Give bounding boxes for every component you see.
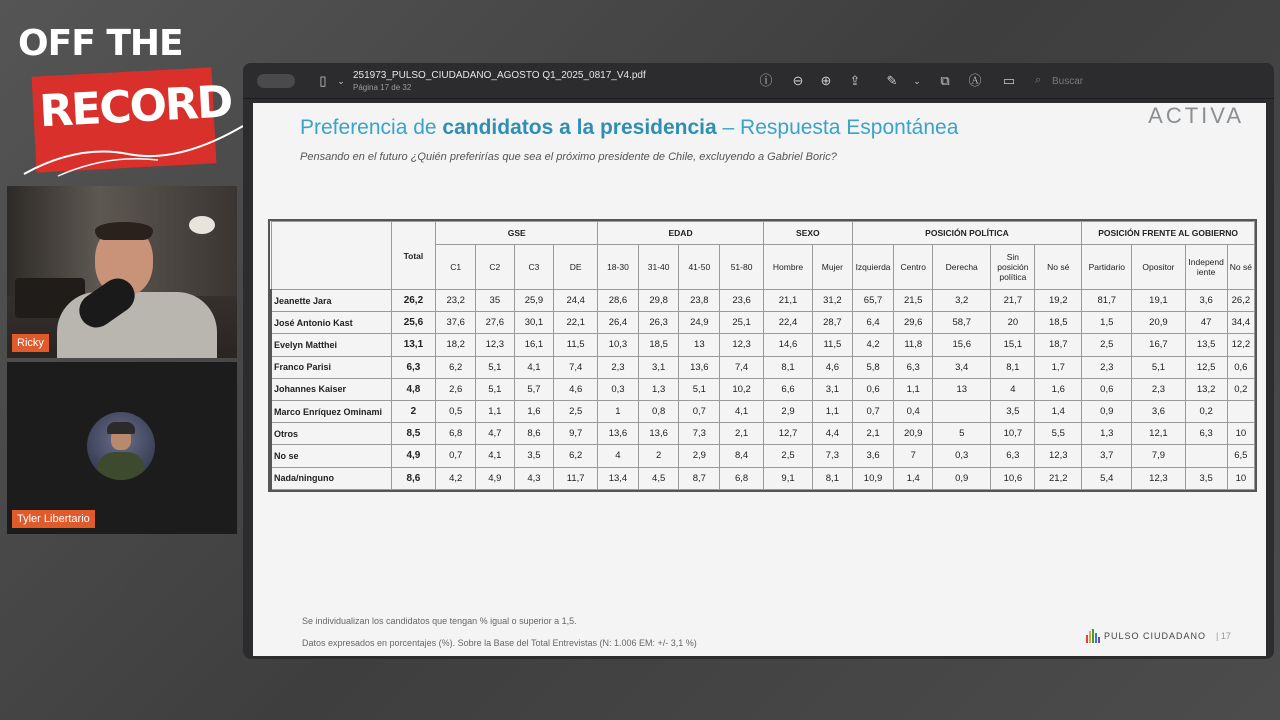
table-cell: 25,1 [720, 312, 764, 334]
lamp [189, 216, 215, 234]
candidate-name: José Antonio Kast [271, 312, 391, 334]
table-cell: 2,9 [764, 400, 813, 422]
table-cell: 3,5 [514, 445, 554, 467]
table-row [271, 400, 1255, 422]
table-cell: 25,9 [514, 290, 554, 312]
table-cell: 6,5 [1227, 445, 1254, 467]
table-cell: 1,3 [638, 378, 679, 400]
table-cell: 18,5 [638, 334, 679, 356]
table-cell: 6,8 [436, 423, 476, 445]
total-value: 26,2 [391, 290, 436, 312]
column-header: 31-40 [638, 245, 679, 290]
table-cell: 8,6 [514, 423, 554, 445]
table-cell: 2,9 [679, 445, 720, 467]
table-cell: 13 [933, 378, 991, 400]
candidate-name: No se [271, 445, 391, 467]
host-hair [95, 222, 153, 240]
window-controls[interactable] [257, 74, 295, 88]
table-cell: 2,5 [1082, 334, 1132, 356]
table-cell: 10,9 [852, 467, 894, 489]
sidebar-icon[interactable]: ▯ [319, 73, 327, 88]
table-cell: 20,9 [1132, 312, 1185, 334]
table-cell: 12,5 [1185, 356, 1227, 378]
candidate-name: Marco Enríquez Ominami [271, 400, 391, 422]
column-header: 41-50 [679, 245, 720, 290]
table-cell: 20,9 [894, 423, 933, 445]
table-cell: 23,6 [720, 290, 764, 312]
table-cell: 13,2 [1185, 378, 1227, 400]
table-cell: 13,6 [638, 423, 679, 445]
table-cell: 10,7 [991, 423, 1035, 445]
table-cell: 5,5 [1035, 423, 1082, 445]
chevron-down-icon[interactable]: ⌄ [913, 76, 921, 86]
table-cell: 2 [638, 445, 679, 467]
table-row [271, 334, 1255, 356]
column-header: DE [554, 245, 598, 290]
table-cell: 4,3 [514, 467, 554, 489]
table-cell: 5,7 [514, 378, 554, 400]
table-cell: 5,1 [476, 378, 515, 400]
table-cell: 65,7 [852, 290, 894, 312]
table-cell: 7 [894, 445, 933, 467]
column-header: C3 [514, 245, 554, 290]
column-header: Opositor [1132, 245, 1185, 290]
pdf-page[interactable] [253, 103, 1266, 656]
table-cell: 21,1 [764, 290, 813, 312]
table-cell: 2,1 [720, 423, 764, 445]
table-cell: 13,6 [598, 423, 639, 445]
candidate-name: Franco Parisi [271, 356, 391, 378]
table-cell: 0,7 [852, 400, 894, 422]
table-cell: 8,7 [679, 467, 720, 489]
group-header: SEXO [764, 222, 853, 245]
table-cell: 7,9 [1132, 445, 1185, 467]
table-cell: 18,7 [1035, 334, 1082, 356]
table-cell: 6,3 [1185, 423, 1227, 445]
table-cell: 3,1 [638, 356, 679, 378]
table-cell: 2,5 [764, 445, 813, 467]
table-cell: 11,5 [554, 334, 598, 356]
table-cell: 2,3 [598, 356, 639, 378]
total-value: 2 [391, 400, 436, 422]
table-row [271, 423, 1255, 445]
table-body [271, 290, 1255, 490]
table-cell: 5,8 [852, 356, 894, 378]
candidate-name: Otros [271, 423, 391, 445]
table-cell: 7,3 [813, 445, 853, 467]
table-cell: 6,2 [436, 356, 476, 378]
candidate-name: Johannes Kaiser [271, 378, 391, 400]
column-header: Partidario [1082, 245, 1132, 290]
column-header: No sé [1227, 245, 1254, 290]
column-header: Mujer [813, 245, 853, 290]
group-header: POSICIÓN FRENTE AL GOBIERNO [1082, 222, 1255, 245]
table-cell: 4,9 [476, 467, 515, 489]
table-cell: 1,6 [514, 400, 554, 422]
table-cell: 30,1 [514, 312, 554, 334]
candidate-name: Jeanette Jara [271, 290, 391, 312]
table-cell: 4 [598, 445, 639, 467]
table-cell: 4,1 [720, 400, 764, 422]
table-cell: 22,4 [764, 312, 813, 334]
pulso-bars-icon [1086, 629, 1100, 643]
search-field[interactable] [1030, 72, 1260, 91]
table-cell: 13,4 [598, 467, 639, 489]
column-header: Hombre [764, 245, 813, 290]
table-cell: 58,7 [933, 312, 991, 334]
table-cell: 2,5 [554, 400, 598, 422]
table-cell: 28,6 [598, 290, 639, 312]
table-cell: 7,3 [679, 423, 720, 445]
table-cell: 18,5 [1035, 312, 1082, 334]
annotate-icon[interactable]: ▭ [1002, 73, 1016, 88]
table-cell: 21,2 [1035, 467, 1082, 489]
table-cell: 0,7 [436, 445, 476, 467]
table-cell: 1,1 [476, 400, 515, 422]
table-cell: 16,7 [1132, 334, 1185, 356]
footer-page-number: | 17 [1216, 631, 1231, 641]
table-cell: 3,7 [1082, 445, 1132, 467]
table-row [271, 467, 1255, 489]
table-cell: 5,1 [679, 378, 720, 400]
table-cell: 13 [679, 334, 720, 356]
table-cell: 47 [1185, 312, 1227, 334]
table-cell: 5,4 [1082, 467, 1132, 489]
slide-title: Preferencia de candidatos a la presidencia – Respuesta Espontánea [300, 116, 959, 139]
table-cell: 19,2 [1035, 290, 1082, 312]
webcam-host-2 [7, 362, 237, 534]
table-cell: 2,1 [852, 423, 894, 445]
total-value: 13,1 [391, 334, 436, 356]
show-logo [18, 24, 248, 174]
table-cell: 3,1 [813, 378, 853, 400]
table-cell: 12,3 [1132, 467, 1185, 489]
footnote-base: Datos expresados en porcentajes (%). Sobre la Base del Total Entrevistas (N: 1.006 EM: +/- 3,1 %) [302, 638, 697, 648]
table-cell: 26,3 [638, 312, 679, 334]
table-cell: 22,1 [554, 312, 598, 334]
table-cell [1185, 445, 1227, 467]
total-value: 4,9 [391, 445, 436, 467]
file-name: 251973_PULSO_CIUDADANO_AGOSTO Q1_2025_0817_V4.pdf [353, 70, 646, 81]
total-value: 8,6 [391, 467, 436, 489]
column-header: Centro [894, 245, 933, 290]
table-cell: 9,1 [764, 467, 813, 489]
table-cell: 1,1 [813, 400, 853, 422]
column-header: 18-30 [598, 245, 639, 290]
rotate-icon[interactable]: ⧉ [940, 73, 950, 88]
table-cell: 15,1 [991, 334, 1035, 356]
table-cell: 3,6 [1185, 290, 1227, 312]
table-cell: 10,2 [720, 378, 764, 400]
host-2-name-tag: Tyler Libertario [12, 510, 95, 528]
table-cell: 4,4 [813, 423, 853, 445]
table-cell: 11,8 [894, 334, 933, 356]
table-cell: 0,9 [933, 467, 991, 489]
table-cell: 0,3 [933, 445, 991, 467]
table-row [271, 445, 1255, 467]
table-cell: 4,5 [638, 467, 679, 489]
avatar-body [97, 452, 145, 480]
table-cell: 6,3 [991, 445, 1035, 467]
table-cell: 4,7 [476, 423, 515, 445]
table-cell: 34,4 [1227, 312, 1254, 334]
brand-logo: ACTIVA [1148, 103, 1244, 128]
zoom-in-icon[interactable]: ⊕ [820, 73, 832, 88]
table-cell: 0,6 [1227, 356, 1254, 378]
table-cell: 27,6 [476, 312, 515, 334]
host-1-name-tag: Ricky [12, 334, 49, 352]
table-cell: 13,6 [679, 356, 720, 378]
column-header: C1 [436, 245, 476, 290]
info-icon[interactable]: ⓘ [759, 73, 773, 88]
table-cell: 29,8 [638, 290, 679, 312]
webcam-host-1 [7, 186, 237, 358]
table-cell: 4,1 [514, 356, 554, 378]
table-cell: 10 [1227, 423, 1254, 445]
table-row [271, 378, 1255, 400]
table-cell: 5,1 [1132, 356, 1185, 378]
table-cell: 0,8 [638, 400, 679, 422]
avatar-cap [107, 422, 135, 434]
group-header: GSE [436, 222, 598, 245]
table-row [271, 356, 1255, 378]
table-cell: 12,1 [1132, 423, 1185, 445]
table-cell: 2,6 [436, 378, 476, 400]
table-cell: 11,7 [554, 467, 598, 489]
markup-pen-icon[interactable]: ✎ [886, 73, 898, 88]
table-cell: 81,7 [1082, 290, 1132, 312]
table-cell: 4,2 [852, 334, 894, 356]
header-total: Total [391, 222, 436, 290]
table-cell: 1,4 [1035, 400, 1082, 422]
table-cell: 5,1 [476, 356, 515, 378]
table-cell: 11,5 [813, 334, 853, 356]
table-cell: 1,3 [1082, 423, 1132, 445]
table-cell: 4,6 [554, 378, 598, 400]
table-cell: 24,4 [554, 290, 598, 312]
table-cell: 10,6 [991, 467, 1035, 489]
viewer-titlebar [243, 63, 1274, 99]
table-cell: 8,4 [720, 445, 764, 467]
table-cell: 8,1 [813, 467, 853, 489]
footer-brand: PULSO CIUDADANO [1104, 631, 1207, 641]
column-header: No sé [1035, 245, 1082, 290]
table-cell: 1,5 [1082, 312, 1132, 334]
table-cell: 12,3 [1035, 445, 1082, 467]
table-cell: 6,2 [554, 445, 598, 467]
search-icon: ⌕ [1035, 74, 1042, 86]
table-row [271, 290, 1255, 312]
table-cell: 29,6 [894, 312, 933, 334]
column-header: Independ iente [1185, 245, 1227, 290]
table-cell: 31,2 [813, 290, 853, 312]
table-cell: 15,6 [933, 334, 991, 356]
table-cell: 24,9 [679, 312, 720, 334]
table-cell: 2,3 [1132, 378, 1185, 400]
table-cell: 1 [598, 400, 639, 422]
group-header: POSICIÓN POLÍTICA [852, 222, 1082, 245]
table-cell: 3,5 [991, 400, 1035, 422]
group-header: EDAD [598, 222, 764, 245]
table-cell: 35 [476, 290, 515, 312]
table-cell: 0,6 [1082, 378, 1132, 400]
table-cell: 1,6 [1035, 378, 1082, 400]
table-cell: 21,5 [894, 290, 933, 312]
table-group-header [271, 222, 1255, 245]
column-header: Sin posición política [991, 245, 1035, 290]
table-cell: 37,6 [436, 312, 476, 334]
logo-line2: RECORD [38, 76, 233, 138]
table-cell: 1,1 [894, 378, 933, 400]
table-cell: 7,4 [554, 356, 598, 378]
table-cell: 1,7 [1035, 356, 1082, 378]
column-header: Izquierda [852, 245, 894, 290]
table-cell: 4,1 [476, 445, 515, 467]
page-indicator: Página 17 de 32 [353, 83, 412, 92]
table-cell: 13,5 [1185, 334, 1227, 356]
table-cell: 3,4 [933, 356, 991, 378]
table-cell: 3,6 [1132, 400, 1185, 422]
table-cell: 14,6 [764, 334, 813, 356]
table-cell: 6,6 [764, 378, 813, 400]
table-cell: 0,6 [852, 378, 894, 400]
table-cell: 0,5 [436, 400, 476, 422]
table-cell: 2,3 [1082, 356, 1132, 378]
table-cell: 10 [1227, 467, 1254, 489]
column-header: 51-80 [720, 245, 764, 290]
table-cell: 3,2 [933, 290, 991, 312]
table-cell: 19,1 [1132, 290, 1185, 312]
table-cell: 26,2 [1227, 290, 1254, 312]
table-cell: 20 [991, 312, 1035, 334]
total-value: 25,6 [391, 312, 436, 334]
candidate-name: Nada/ninguno [271, 467, 391, 489]
highlight-icon[interactable]: Ⓐ [968, 73, 982, 88]
header-blank [271, 222, 391, 290]
table-cell: 0,7 [679, 400, 720, 422]
table-cell: 3,5 [1185, 467, 1227, 489]
table-cell: 18,2 [436, 334, 476, 356]
table-cell: 23,2 [436, 290, 476, 312]
table-cell: 3,6 [852, 445, 894, 467]
table-cell: 0,2 [1185, 400, 1227, 422]
footnote-threshold: Se individualizan los candidatos que tengan % igual o superior a 1,5. [302, 616, 577, 626]
slide-subtitle: Pensando en el futuro ¿Quién preferirías que sea el próximo presidente de Chile, excluyendo a Gabriel Boric? [300, 151, 837, 163]
total-value: 6,3 [391, 356, 436, 378]
table-cell: 12,2 [1227, 334, 1254, 356]
table-cell: 7,4 [720, 356, 764, 378]
table-cell: 6,4 [852, 312, 894, 334]
column-header: C2 [476, 245, 515, 290]
zoom-out-icon[interactable]: ⊖ [792, 73, 804, 88]
table-cell: 4,2 [436, 467, 476, 489]
table-cell: 9,7 [554, 423, 598, 445]
table-cell: 5 [933, 423, 991, 445]
table-cell: 4 [991, 378, 1035, 400]
table-row [271, 312, 1255, 334]
table-cell: 26,4 [598, 312, 639, 334]
table-cell: 21,7 [991, 290, 1035, 312]
table-cell: 28,7 [813, 312, 853, 334]
chevron-down-icon[interactable]: ⌄ [337, 76, 345, 86]
table-cell [933, 400, 991, 422]
table-cell: 6,8 [720, 467, 764, 489]
avatar [87, 412, 155, 480]
total-value: 8,5 [391, 423, 436, 445]
table-cell: 0,4 [894, 400, 933, 422]
table-cell: 0,3 [598, 378, 639, 400]
results-table [270, 221, 1255, 490]
table-cell: 8,1 [991, 356, 1035, 378]
column-header: Derecha [933, 245, 991, 290]
table-cell: 0,2 [1227, 378, 1254, 400]
table-cell: 6,3 [894, 356, 933, 378]
logo-scribble [18, 114, 248, 184]
table-cell: 16,1 [514, 334, 554, 356]
total-value: 4,8 [391, 378, 436, 400]
table-cell: 12,3 [476, 334, 515, 356]
share-icon[interactable]: ⇪ [849, 73, 861, 88]
table-cell: 4,6 [813, 356, 853, 378]
table-cell: 1,4 [894, 467, 933, 489]
table-cell: 8,1 [764, 356, 813, 378]
table-cell: 23,8 [679, 290, 720, 312]
pdf-viewer-window [243, 63, 1274, 659]
search-placeholder: Buscar [1052, 76, 1084, 87]
table-cell: 10,3 [598, 334, 639, 356]
table-cell [1227, 400, 1254, 422]
table-cell: 12,3 [720, 334, 764, 356]
logo-line1: OFF THE [18, 23, 183, 64]
candidate-name: Evelyn Matthei [271, 334, 391, 356]
table-cell: 0,9 [1082, 400, 1132, 422]
table-cell: 12,7 [764, 423, 813, 445]
